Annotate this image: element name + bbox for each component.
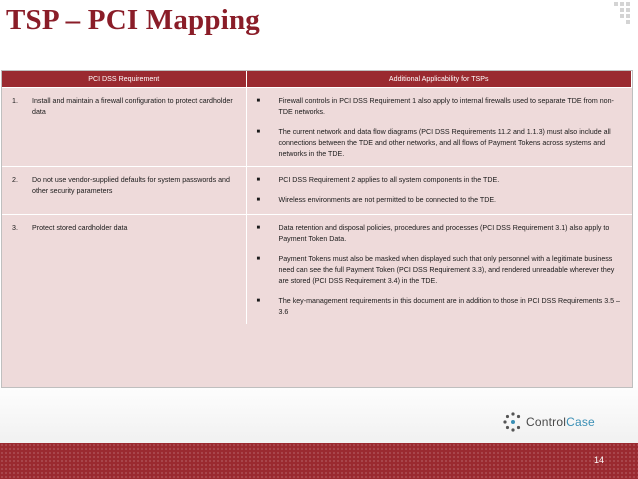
table-row [2, 167, 632, 215]
requirement-text: Protect stored cardholder data [32, 224, 128, 232]
logo-text: ControlCase [526, 415, 595, 429]
square-bullet-icon: ■ [256, 177, 261, 183]
square-bullet-icon: ■ [256, 225, 261, 231]
requirement-text: Install and maintain a firewall configuration to protect cardholder data [32, 97, 233, 116]
decorative-dots-icon [594, 0, 634, 40]
requirement-cell [2, 88, 246, 167]
mapping-table [1, 70, 633, 388]
list-item: ■ Payment Tokens must also be masked when displayed such that only personnel with a legitimate business need can see the full Payment Token (PCI DSS Requirement 3.3), and rendered unreadable wherever they are stored (PCI DSS Requirement 3.4) in the TDE. [253, 254, 626, 287]
header-tsp-applicability: Additional Applicability for TSPs [246, 71, 632, 88]
footer-bar [0, 443, 638, 479]
table-row [2, 215, 632, 325]
list-item: ■ The key-management requirements in this document are in addition to those in PCI DSS Requirements 3.5 – 3.6 [253, 296, 626, 318]
applicability-cell [246, 88, 632, 167]
list-item: ■ Wireless environments are not permitted to be connected to the TDE. [253, 195, 626, 206]
controlcase-logo [503, 412, 595, 432]
requirement-cell [2, 167, 246, 215]
square-bullet-icon: ■ [256, 98, 261, 104]
table-row [2, 88, 632, 167]
list-item: ■ The current network and data flow diagrams (PCI DSS Requirements 11.2 and 1.1.3) must also include all connections between the TDE and other networks, and all flows of Payment Tokens across systems and networks in the TDE. [253, 127, 626, 160]
applicability-cell [246, 215, 632, 325]
requirement-text: Do not use vendor-supplied defaults for system passwords and other security parameters [32, 176, 230, 195]
applicability-cell [246, 167, 632, 215]
page-number: 14 [593, 455, 604, 465]
slide-title: TSP – PCI Mapping [6, 4, 260, 36]
requirement-number: 1. [12, 97, 18, 105]
list-item: ■ PCI DSS Requirement 2 applies to all system components in the TDE. [253, 175, 626, 186]
table-header-row [2, 71, 632, 88]
square-bullet-icon: ■ [256, 129, 261, 135]
controlcase-logo-icon [503, 412, 523, 432]
header-pci-requirement: PCI DSS Requirement [2, 71, 246, 88]
square-bullet-icon: ■ [256, 298, 261, 304]
list-item: ■ Firewall controls in PCI DSS Requirement 1 also apply to internal firewalls used to separate TDE from non-TDE networks. [253, 96, 626, 118]
square-bullet-icon: ■ [256, 197, 261, 203]
requirement-number: 2. [12, 176, 18, 184]
square-bullet-icon: ■ [256, 256, 261, 262]
requirement-cell [2, 215, 246, 325]
list-item: ■ Data retention and disposal policies, procedures and processes (PCI DSS Requirement 3.1) also apply to Payment Token Data. [253, 223, 626, 245]
requirement-number: 3. [12, 224, 18, 232]
